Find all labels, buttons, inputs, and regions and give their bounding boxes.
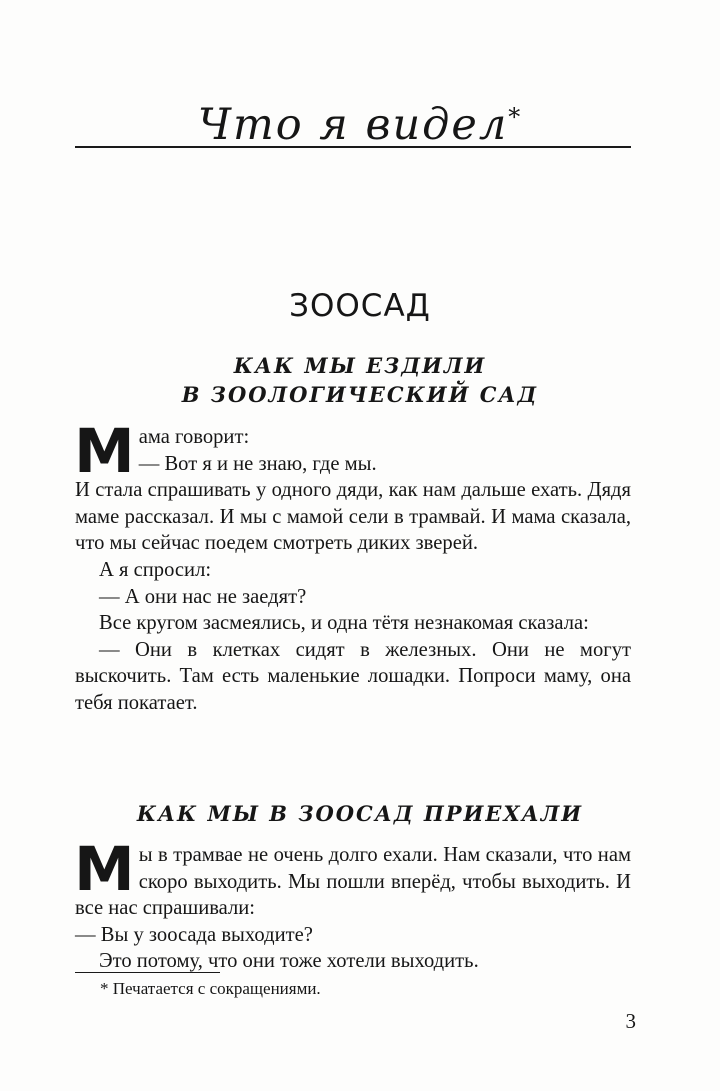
- page-number: 3: [625, 1009, 636, 1033]
- drop-cap: М: [74, 834, 133, 905]
- drop-cap: М: [74, 416, 133, 487]
- paragraph: И стала спрашивать у одного дяди, как нам дальше ехать. Дядя маме рассказал. И мы с мамой сели в трамвай. И мама сказала, что мы сейчас поедем смотреть диких зверей.: [75, 479, 631, 555]
- story-1-text: [74, 416, 631, 717]
- paragraph: — Вот я и не знаю, где мы.: [138, 452, 377, 475]
- footnote: * Печатается с сокращениями.: [100, 979, 321, 998]
- paragraph: — Вы у зоосада выходите?: [75, 923, 313, 946]
- story-1-title-line-2: В ЗООЛОГИЧЕСКИЙ САД: [181, 382, 539, 407]
- paragraph-text: ы в трамвае не очень долго ехали. Нам сказали, что нам скоро выходить. Мы пошли вперёд, чтобы выходить. И все нас спрашивали:: [75, 844, 631, 920]
- section-heading: ЗООСАД: [289, 288, 431, 324]
- paragraph: Это потому, что они тоже хотели выходить.: [99, 950, 479, 973]
- chapter-title: [0, 92, 720, 150]
- chapter-title-text: Что я видел: [197, 100, 509, 150]
- paragraph: А я спросил:: [99, 558, 212, 581]
- story-1-title-line-1: КАК МЫ ЕЗДИЛИ: [233, 353, 487, 378]
- story-1-title: [0, 351, 720, 409]
- paragraph: — А они нас не заедят?: [99, 585, 307, 608]
- story-2-title: КАК МЫ В ЗООСАД ПРИЕХАЛИ: [136, 801, 584, 826]
- title-rule: [75, 146, 631, 148]
- footnote-marker: *: [508, 103, 523, 131]
- paragraph-text: ама говорит:: [138, 426, 250, 448]
- paragraph: [74, 834, 631, 922]
- story-2-text: [74, 834, 631, 975]
- paragraph: Все кругом засмеялись, и одна тётя незнакомая сказала:: [99, 612, 589, 635]
- footnote-rule: [75, 972, 220, 973]
- paragraph: — Они в клетках сидят в железных. Они не могут выскочить. Там есть маленькие лошадки. Попроси маму, она тебя покатает.: [75, 638, 631, 714]
